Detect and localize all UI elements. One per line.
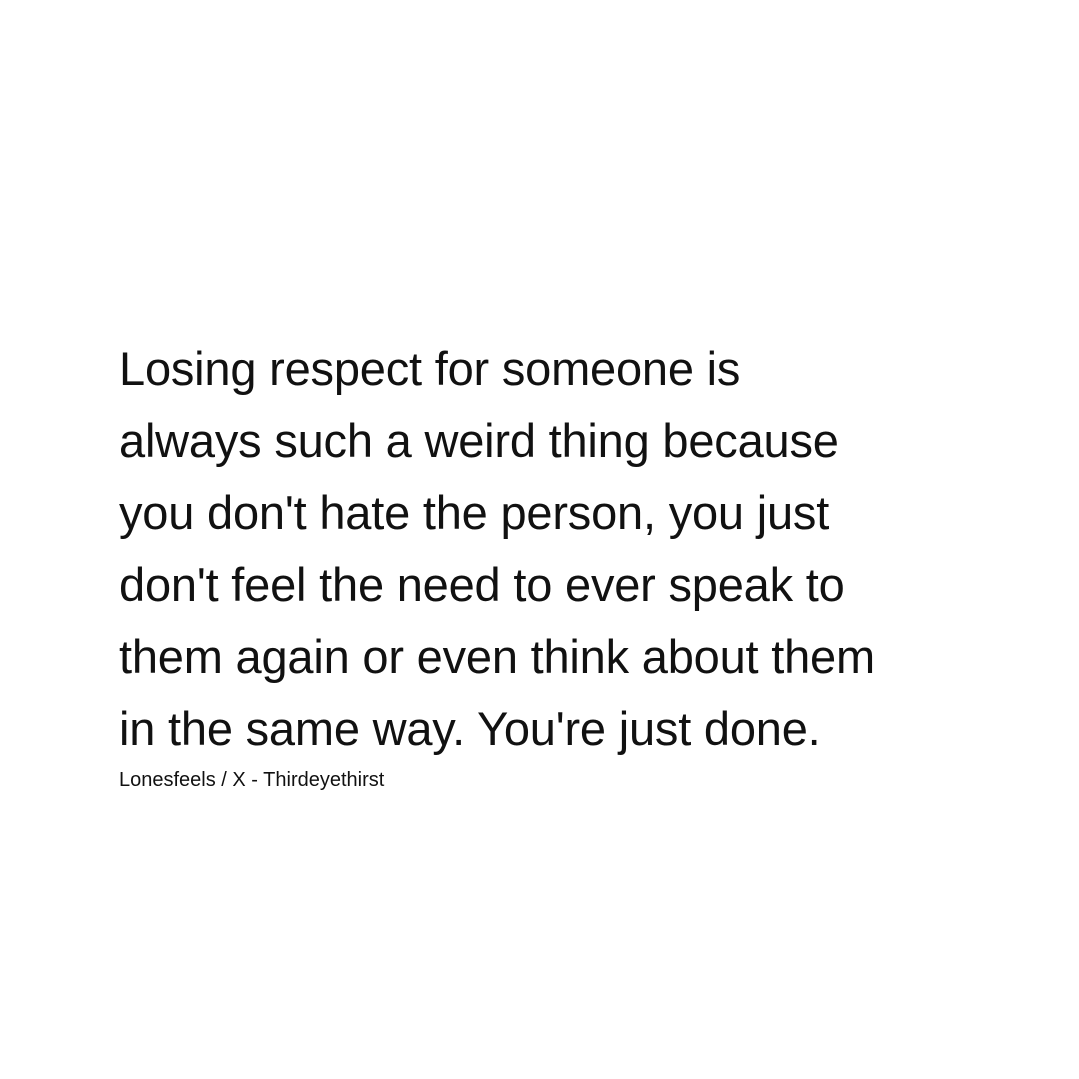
attribution-text: Lonesfeels / X - Thirdeyethirst xyxy=(119,769,385,791)
quote-block xyxy=(119,333,1019,793)
quote-line-1: Losing respect for someone is xyxy=(119,342,741,395)
quote-line-4: don't feel the need to ever speak to xyxy=(119,558,845,611)
quote-line-2: always such a weird thing because xyxy=(119,414,839,467)
quote-line-3: you don't hate the person, you just xyxy=(119,486,830,539)
quote-line-6: in the same way. You're just done. xyxy=(119,702,821,755)
quote-line-5: them again or even think about them xyxy=(119,630,875,683)
